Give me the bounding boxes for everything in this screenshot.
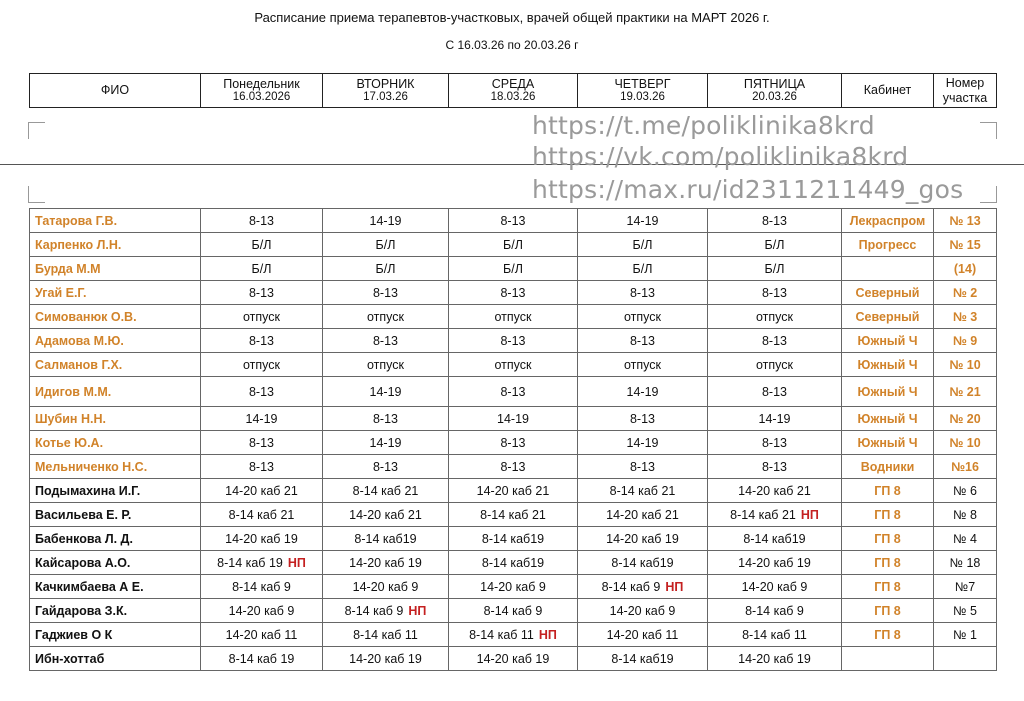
hours-text: 8-14 каб 11 [469,627,534,642]
hours-text: отпуск [494,309,532,324]
hours-text: отпуск [624,357,661,372]
schedule-cell-mon [201,575,323,599]
hours-text: отпуск [367,357,404,372]
schedule-cell-tue [323,377,449,407]
schedule-cell-wed [449,281,578,305]
hours-text: Б/Л [632,261,653,276]
document-title: Расписание приема терапевтов-участковых, врачей общей практики на МАРТ 2026 г. [254,10,770,25]
schedule-cell-wed [449,233,578,257]
cabinet-cell: Южный Ч [842,353,934,377]
schedule-cell-fri [708,305,842,329]
table-row [30,647,997,671]
hours-text: 14-20 каб 21 [606,507,679,522]
area-number-cell: № 18 [934,551,997,575]
schedule-cell-mon [201,329,323,353]
schedule-cell-tue [323,233,449,257]
cabinet-cell: ГП 8 [842,575,934,599]
area-number-cell [934,647,997,671]
schedule-cell-tue [323,431,449,455]
hours-text: 8-13 [500,285,526,300]
doctor-name: Адамова М.Ю. [30,329,201,353]
schedule-cell-fri [708,257,842,281]
hours-text: 8-14 каб 21 [730,507,796,522]
area-number-cell: № 6 [934,479,997,503]
schedule-cell-wed [449,257,578,281]
schedule-cell-mon [201,431,323,455]
table-row [30,551,997,575]
hours-text: 14-20 каб 21 [225,483,298,498]
hours-text: 14-20 каб 21 [349,507,422,522]
schedule-cell-thu [578,257,708,281]
cabinet-cell: Северный [842,281,934,305]
hours-text: 8-13 [248,285,275,300]
hours-text: 8-14 каб 9 [601,579,661,594]
doctor-name: Подымахина И.Г. [30,479,201,503]
cabinet-cell: ГП 8 [842,599,934,623]
hours-text: 8-14 каб19 [354,531,417,546]
table-row [30,623,997,647]
cabinet-cell [842,647,934,671]
hours-text: 8-13 [761,285,788,300]
schedule-cell-tue [323,479,449,503]
hours-text: 8-13 [500,384,526,399]
schedule-cell-tue [323,329,449,353]
schedule-cell-wed [449,647,578,671]
hours-text: 8-13 [248,384,275,399]
schedule-cell-thu [578,305,708,329]
area-number-cell: № 2 [934,281,997,305]
hours-text: 8-13 [761,333,788,348]
table-row [30,209,997,233]
header-tuesday: ВТОРНИК 17.03.26 [323,74,449,108]
doctor-name: Бабенкова Л. Д. [30,527,201,551]
schedule-cell-wed [449,329,578,353]
hours-text: 14-20 каб 19 [738,555,811,570]
hours-text: 8-13 [629,285,656,300]
hours-text: 8-13 [761,384,788,399]
doctor-name: Мельниченко Н.С. [30,455,201,479]
doctor-name: Котье Ю.А. [30,431,201,455]
schedule-header [29,73,997,108]
hours-text: 14-19 [369,213,402,228]
hours-text: 8-13 [248,435,275,450]
table-row [30,305,997,329]
cabinet-cell: Южный Ч [842,377,934,407]
np-badge: НП [287,555,306,570]
hours-text: 14-19 [626,213,659,228]
schedule-cell-thu [578,527,708,551]
hours-text: 8-14 каб 11 [742,627,807,642]
hours-text: отпуск [243,357,280,372]
hours-text: 14-19 [626,435,659,450]
table-row [30,407,997,431]
hours-text: 8-14 каб 21 [228,507,295,522]
cabinet-cell: Южный Ч [842,431,934,455]
schedule-cell-thu [578,575,708,599]
hours-text: 14-20 каб 19 [225,531,298,546]
crop-mark [28,186,45,203]
header-wednesday: СРЕДА 18.03.26 [449,74,578,108]
schedule-cell-wed [449,527,578,551]
table-row [30,257,997,281]
hours-text: 8-13 [500,333,526,348]
cabinet-cell: ГП 8 [842,623,934,647]
header-monday-date: 16.03.2026 [232,91,291,104]
header-tuesday-date: 17.03.26 [363,91,408,104]
hours-text: 14-20 каб 11 [606,627,679,642]
hours-text: 8-13 [761,213,788,228]
hours-text: 14-19 [245,411,278,426]
schedule-cell-fri [708,233,842,257]
crop-mark [28,122,45,139]
cabinet-cell: ГП 8 [842,551,934,575]
doctor-name: Угай Е.Г. [30,281,201,305]
hours-text: Б/Л [251,237,272,252]
area-number-cell: №7 [934,575,997,599]
cabinet-cell: Лекраспром [842,209,934,233]
hours-text: 14-20 каб 11 [225,627,298,642]
doctor-name: Бурда М.М [30,257,201,281]
schedule-cell-fri [708,353,842,377]
doctor-name: Гайдарова З.К. [30,599,201,623]
hours-text: отпуск [243,309,280,324]
schedule-cell-wed [449,209,578,233]
hours-text: 8-14 каб 21 [480,507,546,522]
doctor-name: Гаджиев О К [30,623,201,647]
cabinet-cell: Прогресс [842,233,934,257]
hours-text: 8-14 каб19 [481,531,545,546]
hours-text: отпуск [756,357,793,372]
hours-text: Б/Л [503,237,523,252]
schedule-cell-mon [201,209,323,233]
area-number-cell: № 21 [934,377,997,407]
schedule-cell-tue [323,281,449,305]
hours-text: Б/Л [375,237,396,252]
hours-text: 8-13 [248,213,275,228]
schedule-cell-thu [578,353,708,377]
cabinet-cell [842,257,934,281]
doctor-name: Салманов Г.Х. [30,353,201,377]
schedule-cell-fri [708,551,842,575]
hours-text: 8-13 [761,459,788,474]
area-number-cell: № 5 [934,599,997,623]
schedule-cell-tue [323,599,449,623]
doctor-name: Карпенко Л.Н. [30,233,201,257]
area-number-cell: № 10 [934,431,997,455]
schedule-cell-thu [578,233,708,257]
area-number-cell: №16 [934,455,997,479]
hours-text: 14-20 каб 9 [741,579,808,594]
table-row [30,503,997,527]
hours-text: 8-13 [372,411,399,426]
crop-mark [980,186,997,203]
doctor-name: Ибн-хоттаб [30,647,201,671]
schedule-cell-wed [449,377,578,407]
schedule-cell-mon [201,503,323,527]
hours-text: 8-13 [500,435,526,450]
schedule-cell-mon [201,623,323,647]
table-row [30,431,997,455]
schedule-cell-wed [449,551,578,575]
watermark-telegram: https://t.me/poliklinika8krd [532,111,875,140]
schedule-cell-mon [201,281,323,305]
np-badge: НП [665,579,684,594]
schedule-cell-tue [323,575,449,599]
cabinet-cell: ГП 8 [842,527,934,551]
schedule-cell-mon [201,551,323,575]
schedule-cell-tue [323,455,449,479]
hours-text: 14-19 [369,435,402,450]
schedule-cell-thu [578,407,708,431]
table-row [30,479,997,503]
schedule-cell-mon [201,479,323,503]
area-number-cell: № 20 [934,407,997,431]
schedule-cell-tue [323,623,449,647]
schedule-cell-tue [323,503,449,527]
hours-text: 14-20 каб 19 [476,651,550,666]
hours-text: отпуск [367,309,404,324]
schedule-cell-mon [201,353,323,377]
table-row [30,233,997,257]
schedule-cell-fri [708,209,842,233]
schedule-cell-thu [578,479,708,503]
hours-text: 8-14 каб 9 [232,579,291,594]
hours-text: Б/Л [503,261,523,276]
cabinet-cell: ГП 8 [842,503,934,527]
hours-text: 8-13 [761,435,788,450]
table-row [30,527,997,551]
schedule-cell-fri [708,455,842,479]
schedule-cell-fri [708,599,842,623]
table-row [30,281,997,305]
schedule-cell-tue [323,551,449,575]
area-number-cell: № 1 [934,623,997,647]
schedule-cell-fri [708,329,842,353]
hours-text: 14-20 каб 19 [349,555,422,570]
hours-text: 8-13 [629,333,656,348]
np-badge: НП [800,507,819,522]
header-thursday-date: 19.03.26 [620,91,665,104]
hours-text: Б/Л [632,237,653,252]
area-number-cell: № 10 [934,353,997,377]
schedule-cell-mon [201,233,323,257]
schedule-cell-thu [578,431,708,455]
hours-text: 8-14 каб 9 [344,603,404,618]
header-area: Номер участка [934,74,997,108]
hours-text: 8-14 каб19 [611,651,674,666]
hours-text: 8-14 каб19 [743,531,806,546]
hours-text: 8-13 [372,333,399,348]
hours-text: 14-20 каб 9 [480,579,546,594]
schedule-cell-tue [323,257,449,281]
schedule-cell-thu [578,623,708,647]
schedule-cell-thu [578,329,708,353]
schedule-cell-mon [201,599,323,623]
watermark-max: https://max.ru/id2311211449_gos [532,175,964,204]
hours-text: 14-20 каб 9 [352,579,419,594]
doctor-name: Татарова Г.В. [30,209,201,233]
hours-text: 8-14 каб19 [481,555,545,570]
schedule-cell-wed [449,353,578,377]
header-fio: ФИО [30,74,201,108]
schedule-cell-tue [323,305,449,329]
schedule-cell-wed [449,623,578,647]
hours-text: 14-20 каб 19 [738,651,811,666]
header-monday: Понедельник 16.03.2026 [201,74,323,108]
hours-text: 8-13 [248,333,275,348]
hours-text: 14-20 каб 21 [738,483,811,498]
hours-text: 14-20 каб 19 [606,531,679,546]
hours-text: 14-19 [369,384,402,399]
area-number-cell: № 13 [934,209,997,233]
hours-text: 14-20 каб 19 [349,651,422,666]
hours-text: 14-19 [758,411,791,426]
schedule-cell-tue [323,527,449,551]
schedule-cell-wed [449,407,578,431]
schedule-cell-tue [323,209,449,233]
hours-text: 8-13 [248,459,275,474]
schedule-cell-fri [708,647,842,671]
schedule-cell-thu [578,377,708,407]
area-number-cell: (14) [934,257,997,281]
hours-text: Б/Л [764,261,785,276]
schedule-cell-mon [201,527,323,551]
hours-text: 8-14 каб 9 [483,603,543,618]
schedule-cell-thu [578,455,708,479]
hours-text: Б/Л [251,261,272,276]
schedule-cell-fri [708,479,842,503]
doctor-name: Идигов М.М. [30,377,201,407]
cabinet-cell: ГП 8 [842,479,934,503]
schedule-cell-wed [449,599,578,623]
hours-text: отпуск [756,309,793,324]
hours-text: 8-14 каб19 [611,555,674,570]
cabinet-cell: Южный Ч [842,329,934,353]
header-cabinet: Кабинет [842,74,934,108]
schedule-cell-fri [708,281,842,305]
hours-text: 8-13 [629,411,656,426]
schedule-cell-thu [578,647,708,671]
watermark-vk: https://vk.com/poliklinika8krd [532,142,909,171]
schedule-cell-fri [708,377,842,407]
cabinet-cell: Водники [842,455,934,479]
doctor-name: Симованюк О.В. [30,305,201,329]
hours-text: 8-14 каб 19 [217,555,283,570]
schedule-cell-tue [323,647,449,671]
hours-text: 14-19 [626,384,659,399]
hours-text: 14-20 каб 9 [609,603,676,618]
schedule-cell-mon [201,647,323,671]
area-number-cell: № 15 [934,233,997,257]
schedule-cell-mon [201,455,323,479]
schedule-cell-tue [323,353,449,377]
schedule-cell-fri [708,527,842,551]
hours-text: 8-14 каб 21 [352,483,419,498]
doctor-name: Шубин Н.Н. [30,407,201,431]
hours-text: 8-14 каб 19 [228,651,295,666]
area-number-cell: № 9 [934,329,997,353]
header-wednesday-date: 18.03.26 [490,91,536,104]
schedule-cell-fri [708,407,842,431]
schedule-cell-wed [449,455,578,479]
schedule-cell-fri [708,431,842,455]
hours-text: 8-14 каб 21 [609,483,676,498]
header-friday-date: 20.03.26 [752,91,797,104]
schedule-cell-fri [708,575,842,599]
doctor-name: Качкимбаева А Е. [30,575,201,599]
hours-text: Б/Л [375,261,396,276]
date-range: С 16.03.26 по 20.03.26 г [445,38,579,52]
schedule-cell-thu [578,551,708,575]
schedule-cell-wed [449,431,578,455]
schedule-cell-thu [578,209,708,233]
cabinet-cell: Южный Ч [842,407,934,431]
hours-text: 14-20 каб 9 [228,603,295,618]
table-row [30,599,997,623]
schedule-table [29,208,997,671]
hours-text: 8-13 [500,213,526,228]
area-number-cell: № 8 [934,503,997,527]
np-badge: НП [408,603,427,618]
doctor-name: Кайсарова А.О. [30,551,201,575]
schedule-cell-mon [201,305,323,329]
table-row [30,353,997,377]
schedule-cell-fri [708,623,842,647]
schedule-cell-wed [449,305,578,329]
schedule-cell-mon [201,377,323,407]
crop-mark [980,122,997,139]
hours-text: 8-14 каб 11 [353,627,418,642]
area-number-cell: № 4 [934,527,997,551]
hours-text: отпуск [624,309,661,324]
hours-text: отпуск [494,357,532,372]
table-row [30,377,997,407]
hours-text: 14-19 [497,411,529,426]
hours-text: 14-20 каб 21 [476,483,550,498]
schedule-cell-thu [578,599,708,623]
hours-text: 8-13 [372,285,399,300]
doctor-name: Васильева Е. Р. [30,503,201,527]
schedule-cell-thu [578,281,708,305]
hours-text: 8-13 [500,459,526,474]
schedule-cell-fri [708,503,842,527]
hours-text: Б/Л [764,237,785,252]
area-number-cell: № 3 [934,305,997,329]
cabinet-cell: Северный [842,305,934,329]
schedule-cell-thu [578,503,708,527]
table-row [30,575,997,599]
table-row [30,455,997,479]
schedule-cell-wed [449,479,578,503]
table-row [30,329,997,353]
hours-text: 8-14 каб 9 [745,603,804,618]
schedule-cell-wed [449,503,578,527]
header-thursday: ЧЕТВЕРГ 19.03.26 [578,74,708,108]
schedule-cell-tue [323,407,449,431]
np-badge: НП [538,627,557,642]
header-friday: ПЯТНИЦА 20.03.26 [708,74,842,108]
schedule-cell-mon [201,257,323,281]
hours-text: 8-13 [372,459,399,474]
schedule-cell-wed [449,575,578,599]
schedule-cell-mon [201,407,323,431]
hours-text: 8-13 [629,459,656,474]
